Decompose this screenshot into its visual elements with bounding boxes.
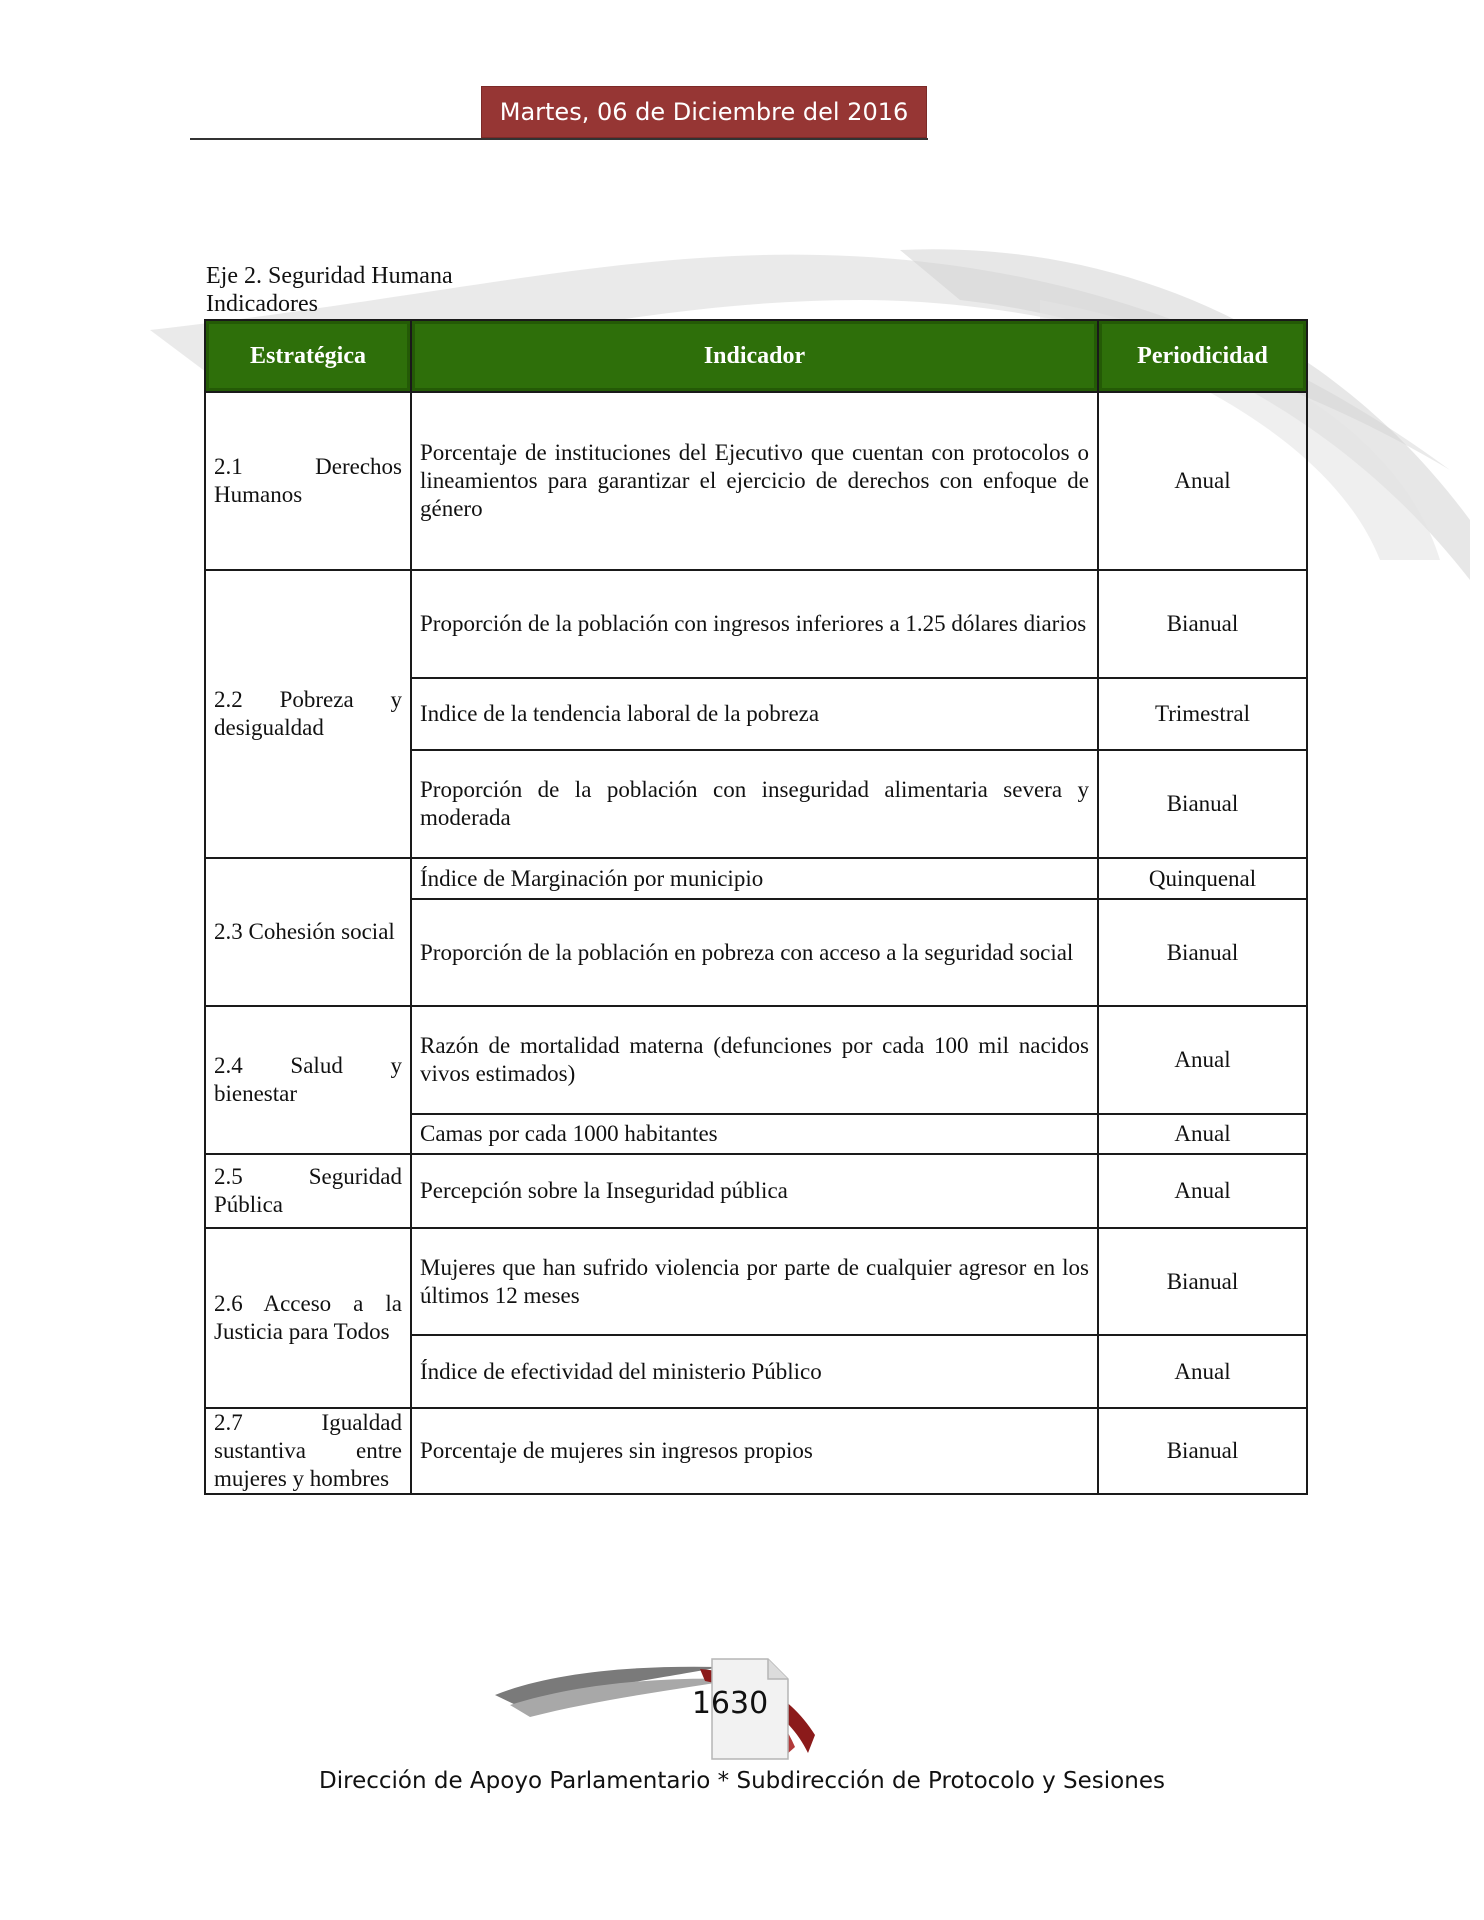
strategy-label: 2.7 Igualdad sustantiva entre mujeres y hombres — [214, 1410, 402, 1491]
indicator-label: Índice de efectividad del ministerio Público — [420, 1358, 822, 1384]
period-cell: Bianual — [1098, 1228, 1307, 1335]
column-header-estrategica: Estratégica — [205, 320, 411, 392]
indicator-cell — [411, 678, 1098, 750]
strategy-label: 2.3 Cohesión social — [214, 919, 395, 944]
strategy-cell — [205, 858, 411, 1006]
table-row — [205, 570, 1307, 678]
strategy-label: 2.1 Derechos Humanos — [214, 454, 402, 507]
table-row — [205, 1228, 1307, 1335]
period-cell: Anual — [1098, 1114, 1307, 1154]
column-header-indicador: Indicador — [411, 320, 1098, 392]
strategy-label: 2.4 Salud y bienestar — [214, 1053, 402, 1106]
indicator-label: Percepción sobre la Inseguridad pública — [420, 1178, 788, 1203]
table-row — [205, 1154, 1307, 1228]
strategy-cell — [205, 570, 411, 858]
indicator-cell — [411, 750, 1098, 858]
indicator-label: Proporción de la población con inseguridad alimentaria severa y moderada — [420, 777, 1089, 830]
indicators-table — [204, 319, 1308, 1495]
footer-text: Dirección de Apoyo Parlamentario * Subdirección de Protocolo y Sesiones — [319, 1768, 1165, 1794]
period-cell: Anual — [1098, 392, 1307, 570]
table-row — [205, 1006, 1307, 1114]
indicator-cell — [411, 1408, 1098, 1494]
strategy-label: 2.5 Seguridad Pública — [214, 1164, 402, 1217]
period-cell: Bianual — [1098, 570, 1307, 678]
indicator-cell — [411, 1154, 1098, 1228]
section-subtitle: Indicadores — [206, 291, 318, 317]
table-row — [205, 392, 1307, 570]
indicator-label: Índice de Marginación por municipio — [420, 865, 764, 891]
indicator-label: Indice de la tendencia laboral de la pobreza — [420, 701, 820, 726]
period-cell: Quinquenal — [1098, 858, 1307, 899]
indicator-cell — [411, 899, 1098, 1006]
column-header-periodicidad: Periodicidad — [1098, 320, 1307, 392]
table-header-row — [205, 320, 1307, 392]
indicator-label: Proporción de la población con ingresos inferiores a 1.25 dólares diarios — [420, 611, 1087, 636]
strategy-cell — [205, 392, 411, 570]
indicator-label: Proporción de la población en pobreza con acceso a la seguridad social — [420, 939, 1074, 965]
period-cell: Bianual — [1098, 750, 1307, 858]
header-rule — [190, 138, 928, 140]
indicator-label: Porcentaje de mujeres sin ingresos propios — [420, 1438, 813, 1463]
indicator-cell — [411, 1228, 1098, 1335]
period-cell: Bianual — [1098, 1408, 1307, 1494]
strategy-cell — [205, 1228, 411, 1408]
indicator-cell — [411, 1006, 1098, 1114]
header-date-band: Martes, 06 de Diciembre del 2016 — [481, 86, 927, 138]
page-number: 1630 — [691, 1686, 769, 1721]
indicator-cell — [411, 1335, 1098, 1408]
period-cell: Trimestral — [1098, 678, 1307, 750]
indicator-label: Razón de mortalidad materna (defunciones por cada 100 mil nacidos vivos estimados) — [420, 1033, 1089, 1086]
indicator-label: Porcentaje de instituciones del Ejecutivo que cuentan con protocolos o lineamientos para garantizar el ejercicio de derechos con enfoque de género — [420, 440, 1089, 521]
strategy-cell — [205, 1006, 411, 1154]
table-row — [205, 858, 1307, 899]
strategy-label: 2.2 Pobreza y desigualdad — [214, 687, 402, 740]
strategy-cell — [205, 1154, 411, 1228]
indicator-cell — [411, 392, 1098, 570]
period-cell: Anual — [1098, 1154, 1307, 1228]
indicator-cell — [411, 1114, 1098, 1154]
indicator-label: Camas por cada 1000 habitantes — [420, 1121, 718, 1146]
period-cell: Bianual — [1098, 899, 1307, 1006]
period-cell: Anual — [1098, 1006, 1307, 1114]
section-title: Eje 2. Seguridad Humana — [206, 263, 453, 289]
indicator-label: Mujeres que han sufrido violencia por parte de cualquier agresor en los últimos 12 meses — [420, 1254, 1089, 1308]
strategy-cell — [205, 1408, 411, 1494]
indicator-cell — [411, 570, 1098, 678]
period-cell: Anual — [1098, 1335, 1307, 1408]
strategy-label: 2.6 Acceso a la Justicia para Todos — [214, 1291, 402, 1344]
indicator-cell — [411, 858, 1098, 899]
table-row — [205, 1408, 1307, 1494]
